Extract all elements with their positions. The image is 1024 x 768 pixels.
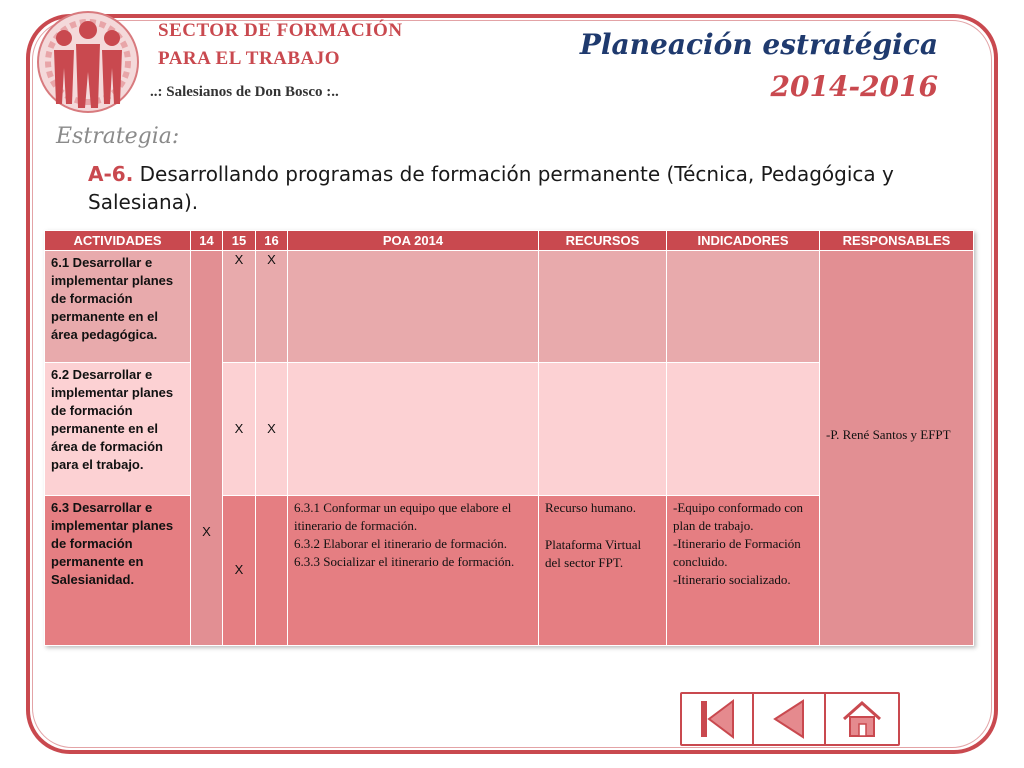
table-header-row bbox=[45, 231, 974, 251]
poa-cell bbox=[288, 495, 539, 645]
year-16-mark: X bbox=[256, 251, 288, 363]
year-15-mark: X bbox=[223, 495, 256, 645]
year-16-mark bbox=[256, 495, 288, 645]
strategy-label: Estrategia: bbox=[56, 124, 180, 149]
indicators-line: -Itinerario socializado. bbox=[673, 571, 791, 587]
poa-line: 6.3.3 Socializar el itinerario de formación. bbox=[294, 553, 515, 569]
plan-title: Planeación estratégica bbox=[579, 28, 938, 61]
home-button[interactable] bbox=[826, 694, 898, 744]
header-actividades: ACTIVIDADES bbox=[45, 231, 191, 251]
slide-navigation bbox=[680, 692, 900, 746]
activities-table bbox=[44, 230, 974, 646]
header-year-16: 16 bbox=[256, 231, 288, 251]
resources-line: Plataforma Virtual del sector FPT. bbox=[545, 536, 642, 570]
poa-cell bbox=[288, 251, 539, 363]
first-slide-button[interactable] bbox=[682, 694, 754, 744]
indicators-cell bbox=[667, 495, 820, 645]
strategy-code: A-6. bbox=[88, 162, 134, 186]
strategy-description: Desarrollando programas de formación permanente (Técnica, Pedagógica y Salesiana). bbox=[88, 162, 894, 214]
year-15-mark: X bbox=[223, 251, 256, 363]
responsables-cell: -P. René Santos y EFPT bbox=[820, 251, 974, 646]
year-15-mark: X bbox=[223, 363, 256, 495]
org-title-line1: SECTOR DE FORMACIÓN bbox=[158, 20, 403, 41]
previous-page-icon bbox=[769, 698, 809, 740]
salesianos-logo bbox=[28, 8, 148, 116]
poa-line: 6.3.1 Conformar un equipo que elabore el itinerario de formación. bbox=[294, 499, 512, 533]
header-recursos: RECURSOS bbox=[539, 231, 667, 251]
poa-cell bbox=[288, 363, 539, 495]
indicators-line: -Equipo conformado con plan de trabajo. bbox=[673, 499, 803, 533]
previous-slide-button[interactable] bbox=[754, 694, 826, 744]
header-poa: POA 2014 bbox=[288, 231, 539, 251]
header-indicadores: INDICADORES bbox=[667, 231, 820, 251]
org-title-line2: PARA EL TRABAJO bbox=[158, 48, 341, 69]
header-year-14: 14 bbox=[191, 231, 223, 251]
indicators-cell bbox=[667, 363, 820, 495]
resources-cell bbox=[539, 251, 667, 363]
activity-cell: 6.3 Desarrollar e implementar planes de formación permanente en Salesianidad. bbox=[45, 495, 191, 645]
table-row bbox=[45, 251, 974, 363]
activity-cell: 6.1 Desarrollar e implementar planes de formación permanente en el área pedagógica. bbox=[45, 251, 191, 363]
year-14-mark: X bbox=[191, 251, 223, 646]
header-year-15: 15 bbox=[223, 231, 256, 251]
resources-spacer bbox=[545, 517, 660, 536]
header-responsables: RESPONSABLES bbox=[820, 231, 974, 251]
indicators-cell bbox=[667, 251, 820, 363]
first-page-icon bbox=[697, 698, 737, 740]
activity-cell: 6.2 Desarrollar e implementar planes de formación permanente en el área de formación para el trabajo. bbox=[45, 363, 191, 495]
poa-line: 6.3.2 Elaborar el itinerario de formación. bbox=[294, 535, 507, 551]
home-icon bbox=[841, 698, 883, 740]
resources-line: Recurso humano. bbox=[545, 499, 636, 515]
strategy-statement bbox=[88, 160, 948, 216]
indicators-line: -Itinerario de Formación concluido. bbox=[673, 535, 801, 569]
org-subtitle: ..: Salesianos de Don Bosco :.. bbox=[150, 84, 339, 100]
year-16-mark: X bbox=[256, 363, 288, 495]
plan-years: 2014-2016 bbox=[770, 70, 938, 103]
resources-cell bbox=[539, 363, 667, 495]
resources-cell bbox=[539, 495, 667, 645]
